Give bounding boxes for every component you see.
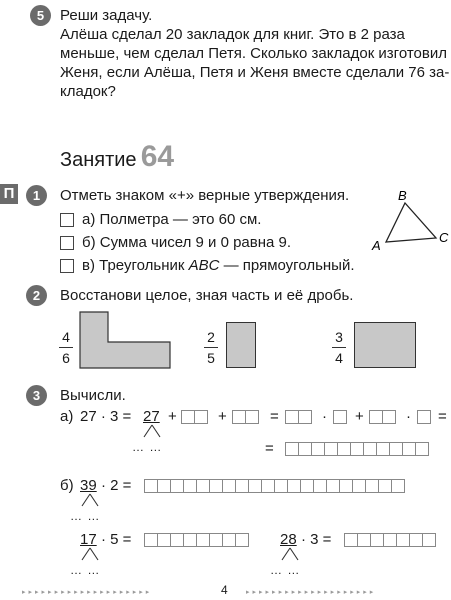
- task-3-title: Вычисли.: [60, 387, 126, 404]
- row-a-split-branches: [140, 424, 164, 438]
- statement-c-triangle-name: ABC: [188, 257, 220, 274]
- fraction-2-5: [204, 329, 218, 366]
- row-b-label: б): [60, 477, 74, 494]
- answer-cell[interactable]: [235, 479, 249, 493]
- row-a-dot-2: ·: [406, 408, 411, 425]
- answer-cell[interactable]: [183, 479, 197, 493]
- statement-a: а) Полметра — это 60 см.: [82, 211, 262, 228]
- row-a-label: а): [60, 408, 74, 425]
- task-5-line-1: Алёша сделал 20 закладок для книг. Это в 2 раза: [60, 26, 405, 43]
- answer-cell[interactable]: [209, 479, 223, 493]
- answer-cell[interactable]: [383, 533, 397, 547]
- task-5-line-4: кладок?: [60, 83, 116, 100]
- answer-cell[interactable]: [170, 479, 184, 493]
- task-5-line-2: меньше, чем сделал Петя. Сколько закладок изготовил: [60, 45, 447, 62]
- answer-cell[interactable]: [194, 410, 208, 424]
- answer-cell[interactable]: [370, 533, 384, 547]
- vertex-b-label: B: [398, 190, 407, 203]
- row-a-decomposed-number: 27: [143, 408, 160, 425]
- task-5-number: 5: [36, 8, 45, 23]
- answer-cell[interactable]: [337, 442, 351, 456]
- row-a-box-group-3: [285, 410, 311, 424]
- answer-cell[interactable]: [181, 410, 195, 424]
- row-a-box-group-5: [369, 410, 395, 424]
- answer-cell[interactable]: [376, 442, 390, 456]
- answer-cell[interactable]: [287, 479, 301, 493]
- answer-cell[interactable]: [389, 442, 403, 456]
- answer-cell[interactable]: [396, 533, 410, 547]
- answer-cell[interactable]: [333, 410, 347, 424]
- row-b-expression-rest: · 2 =: [101, 477, 132, 494]
- answer-cell[interactable]: [311, 442, 325, 456]
- answer-cell[interactable]: [196, 533, 210, 547]
- l-shape-figure: [78, 310, 174, 370]
- statement-c-suffix: — прямоугольный.: [219, 257, 355, 274]
- answer-cell[interactable]: [222, 533, 236, 547]
- answer-cell[interactable]: [285, 442, 299, 456]
- checkbox-c[interactable]: [60, 259, 74, 273]
- fraction-3-4: [332, 329, 346, 366]
- answer-cell[interactable]: [157, 479, 171, 493]
- row-b-split-placeholder: … …: [70, 509, 101, 523]
- task-5-line-3: Женя, если Алёша, Петя и Женя вместе сделали 76 за-: [60, 64, 450, 81]
- fraction-3-numerator: 3: [335, 329, 343, 345]
- statement-c: [82, 257, 355, 275]
- row-c2-split-branches: [278, 547, 302, 561]
- answer-cell[interactable]: [298, 442, 312, 456]
- row-a-equals-1: =: [270, 408, 279, 425]
- answer-cell[interactable]: [378, 479, 392, 493]
- answer-cell[interactable]: [170, 533, 184, 547]
- task-1-badge: [26, 185, 47, 206]
- answer-cell[interactable]: [422, 533, 436, 547]
- statement-c-prefix: в) Треугольник: [82, 257, 189, 274]
- row-a-expression: 27 · 3 =: [80, 408, 132, 425]
- fraction-3-denominator: 4: [335, 350, 343, 366]
- answer-cell[interactable]: [300, 479, 314, 493]
- task-3-badge: [26, 385, 47, 406]
- lesson-heading: [60, 140, 174, 174]
- fraction-2-denominator: 5: [207, 350, 215, 366]
- row-c2-expression-rest: · 3 =: [301, 531, 332, 548]
- row-c2-split-placeholder: … …: [270, 563, 301, 577]
- answer-cell[interactable]: [339, 479, 353, 493]
- lesson-number: 64: [140, 140, 175, 173]
- row-b-split-branches: [78, 493, 102, 507]
- row-a-plus-2: +: [218, 408, 227, 425]
- answer-cell[interactable]: [391, 479, 405, 493]
- checkbox-b[interactable]: [60, 236, 74, 250]
- row-c1-split-placeholder: … …: [70, 563, 101, 577]
- row-a-box-group-6: [417, 410, 430, 424]
- answer-cell[interactable]: [363, 442, 377, 456]
- row-a-plus-1: +: [168, 408, 177, 425]
- row-a-box-group-2: [232, 410, 258, 424]
- triangle-abc-figure: [368, 190, 450, 254]
- row-b-decomposed-number: 39: [80, 477, 97, 494]
- row-c1-split-branches: [78, 547, 102, 561]
- answer-cell[interactable]: [183, 533, 197, 547]
- fraction-1-numerator: 4: [62, 329, 70, 345]
- task-2-number: 2: [32, 288, 41, 303]
- answer-cell[interactable]: [409, 533, 423, 547]
- answer-cell[interactable]: [245, 410, 259, 424]
- answer-cell[interactable]: [222, 479, 236, 493]
- row-c1-expression-rest: · 5 =: [101, 531, 132, 548]
- answer-cell[interactable]: [365, 479, 379, 493]
- answer-cell[interactable]: [196, 479, 210, 493]
- answer-cell[interactable]: [382, 410, 396, 424]
- task-2-badge: [26, 285, 47, 306]
- answer-cell[interactable]: [417, 410, 431, 424]
- task-2-title: Восстанови целое, зная часть и её дробь.: [60, 287, 354, 304]
- rectangle-part-2-5: [226, 322, 256, 368]
- statement-b: б) Сумма чисел 9 и 0 равна 9.: [82, 234, 292, 251]
- footer-decoration-right: ▸▸▸▸▸▸▸▸▸▸▸▸▸▸▸▸▸▸▸▸: [246, 589, 377, 596]
- answer-cell[interactable]: [261, 479, 275, 493]
- row-a-result-boxes: [285, 442, 428, 456]
- row-b-result-boxes: [144, 479, 404, 493]
- row-a-equals-3: =: [265, 440, 274, 457]
- vertex-a-label: A: [372, 238, 381, 253]
- answer-cell[interactable]: [298, 410, 312, 424]
- row-c2-result-boxes: [344, 533, 435, 547]
- row-a-dot-1: ·: [322, 408, 327, 425]
- answer-cell[interactable]: [313, 479, 327, 493]
- row-c1-decomposed-number: 17: [80, 531, 97, 548]
- row-c1-result-boxes: [144, 533, 248, 547]
- row-a-equals-2: =: [438, 408, 447, 425]
- answer-cell[interactable]: [326, 479, 340, 493]
- rectangle-part-3-4: [354, 322, 416, 368]
- margin-mark-letter: П: [3, 185, 15, 202]
- task-1-number: 1: [32, 188, 41, 203]
- task-3-number: 3: [32, 388, 41, 403]
- task-5-title: Реши задачу.: [60, 7, 153, 24]
- answer-cell[interactable]: [144, 533, 158, 547]
- answer-cell[interactable]: [369, 410, 383, 424]
- lesson-label: Занятие: [60, 149, 137, 171]
- answer-cell[interactable]: [274, 479, 288, 493]
- answer-cell[interactable]: [357, 533, 371, 547]
- task-1-title: Отметь знаком «+» верные утверждения.: [60, 187, 350, 204]
- row-a-box-group-1: [181, 410, 207, 424]
- answer-cell[interactable]: [415, 442, 429, 456]
- answer-cell[interactable]: [402, 442, 416, 456]
- fraction-2-numerator: 2: [207, 329, 215, 345]
- answer-cell[interactable]: [209, 533, 223, 547]
- row-a-split-placeholder: … …: [132, 440, 163, 454]
- answer-cell[interactable]: [350, 442, 364, 456]
- answer-cell[interactable]: [235, 533, 249, 547]
- answer-cell[interactable]: [157, 533, 171, 547]
- answer-cell[interactable]: [248, 479, 262, 493]
- footer-decoration-left: ▸▸▸▸▸▸▸▸▸▸▸▸▸▸▸▸▸▸▸▸: [22, 589, 153, 596]
- margin-mark: [0, 184, 18, 204]
- answer-cell[interactable]: [232, 410, 246, 424]
- fraction-4-6: [59, 329, 73, 366]
- answer-cell[interactable]: [144, 479, 158, 493]
- page-number: 4: [221, 583, 228, 597]
- fraction-1-denominator: 6: [62, 350, 70, 366]
- row-c2-decomposed-number: 28: [280, 531, 297, 548]
- row-a-plus-3: +: [355, 408, 364, 425]
- answer-cell[interactable]: [324, 442, 338, 456]
- vertex-c-label: C: [439, 230, 449, 245]
- answer-cell[interactable]: [285, 410, 299, 424]
- checkbox-a[interactable]: [60, 213, 74, 227]
- row-a-box-group-4: [333, 410, 346, 424]
- answer-cell[interactable]: [352, 479, 366, 493]
- task-5-badge: [30, 5, 51, 26]
- answer-cell[interactable]: [344, 533, 358, 547]
